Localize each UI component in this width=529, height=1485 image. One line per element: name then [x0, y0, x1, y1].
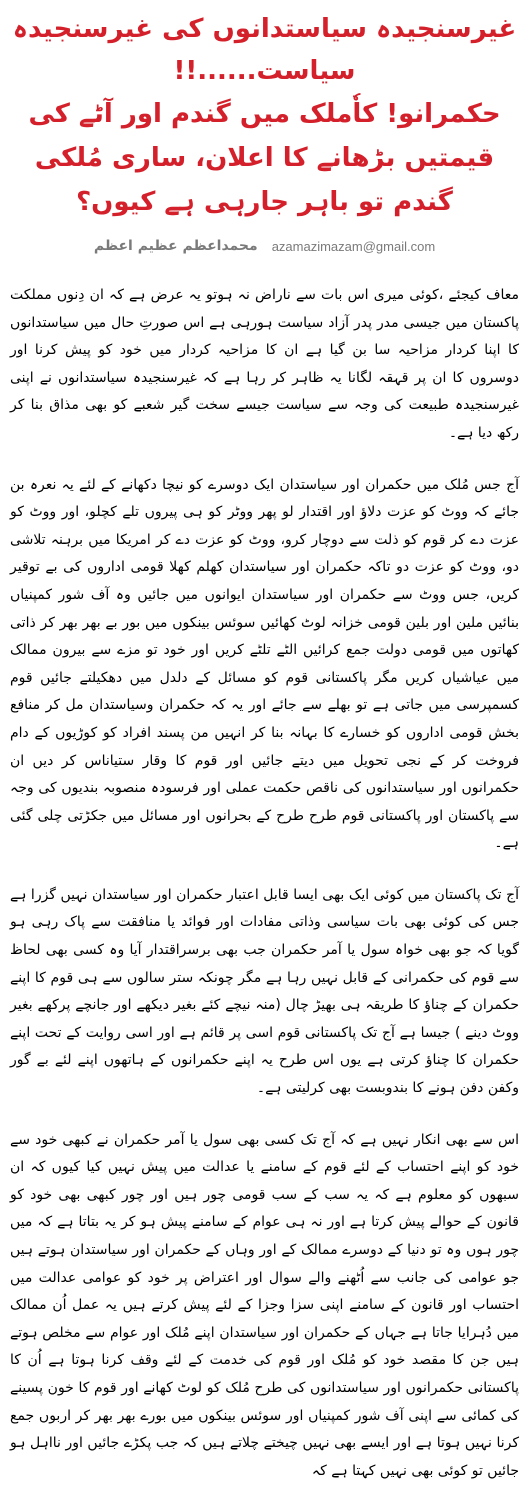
article-body [0, 260, 529, 1485]
author-email[interactable]: azamazimazam@gmail.com [271, 238, 436, 254]
paragraph: معاف کیجئے ،کوئی میری اس بات سے ناراض نہ ہوتو یہ عرض ہے کہ ان دِنوں مملکت پاکستان میں جیسی مدر پدر آزاد سیاست ہورہی ہے اس صورتِ حال میں سیاستدانوں کا اپنا کردار مزاحیہ سا بن گیا ہے ان کا مزاحیہ کردار میں خود کو پیش کرنا اور دوسروں کا ان پر قہقہ لگانا یہ ظاہر کر رہا ہے کہ غیرسنجیدہ سیاستدانوں نے اپنی غیرسنجیدہ طبیعت کی وجہ سے سیاست جیسے سخت گیر شعبے کو بھی مذاق بنا کر رکھ دیا ہے۔ [10, 287, 519, 441]
article-header [0, 0, 529, 260]
article-title: غیرسنجیدہ سیاستدانوں کی غیرسنجیدہ سیاست......!! [12, 14, 517, 86]
paragraph: آج جس مُلک میں حکمران اور سیاستدان ایک دوسرے کو نیچا دکھانے کے لئے یہ نعرہ بن جائے کہ ووٹ کو عزت دلاؤ اور اقتدار لو پھر ووٹر کو ہی پیروں تلے کچلو، اور ووٹ کو عزت دے کر قوم کو ذلت سے دوچار کرو، ووٹ کو عزت دے کر امریکا میں برہنہ تلاشی دو، ووٹ کو عزت دو تاکہ حکمران اور سیاستدان کھلم کھلا قومی اداروں کی بے توقیر کریں، جس ووٹ سے حکمران اور سیاستدان ایوانوں میں جائیں وہ آف شور کمپنیاں بنائیں ملین اور بلین قومی خزانہ لوٹ کھائیں سوئس بینکوں میں بور بے بھر بھر کر ذاتی کھاتوں میں قومی دولت جمع کرائیں الٹے تلٹے کریں اور خود تو مزے سے بیرون ممالک میں عیاشیاں کریں مگر پاکستانی قوم کو مسائل کے دلدل میں دھکیلتے جائیں قوم کسمپرسی میں جاتی ہے تو بھلے سے جائے اور یہ کہ حکمران وسیاستدان مل کر منافع بخش قومی اداروں کو خسارے کا بہانہ بنا کر انہیں من پسند افراد کو کوڑیوں کے دام فروخت کر کے نجی تحویل میں دیتے جائیں اور قوم کا وقار ستیاناس کر دیں ان حکمرانوں اور سیاستدانوں کی ناقص حکمت عملی اور فرسودہ منصوبہ بندیوں کی وجہ سے پاکستان اور پاکستانی قوم طرح طرح کے بحرانوں اور مسائل میں جکڑتی چلی گئی ہے۔ [10, 476, 519, 852]
paragraph: اس سے بھی انکار نہیں ہے کہ آج تک کسی بھی سول یا آمر حکمران نے کبھی خود سے خود کو اپنے احتساب کے لئے قوم کے سامنے یا عدالت میں پیش نہیں کیا کیوں کہ ان سبھوں کو معلوم ہے کہ یہ سب کے سب قومی چور ہیں اور چور کبھی بھی خود کو قانون کے حوالے پیش کرتا ہے اور نہ ہی عوام کے سامنے پیش ہو کر یہ بتاتا ہے کہ میں چور ہوں وہ تو دنیا کے دوسرے ممالک کے اور وہاں کے حکمران اور سیاستدان ہوتے ہیں جو عوامی کی جانب سے اُٹھنے والے سوال اور اعتراض پر خود کو عوامی عدالت میں احتساب اور قانون کے سامنے اپنی سزا وجزا کے لئے پیش کرتے ہیں یہ عمل اُن ممالک میں دُہرایا جاتا ہے جہاں کے حکمران اور سیاستدان اپنے مُلک اور عوام سے مخلص ہوتے ہیں جن کا مقصد خود کو مُلک اور قوم کی خدمت کے لئے وقف کرنا ہوتا ہے اُن کا پاکستانی حکمرانوں اور سیاستدانوں کی طرح مُلک کو لوٹ کھانے اور قوم کا خون پسینے کی کمائی سے اپنی آف شور کمپنیاں اور سوئس بینکوں میں بورے بھر بھر کر اربوں جمع کرنا نہیں ہوتا ہے اور ایسے بھی نہیں چیختے چلاتے ہیں کہ جب پکڑے جائیں اور نااہل ہو جائیں تو کوئی بھی نہیں کہتا ہے کہ [10, 1131, 519, 1479]
byline [10, 232, 519, 260]
author-name: محمداعظم عظیم اعظم [93, 238, 258, 254]
paragraph: آج تک پاکستان میں کوئی ایک بھی ایسا قابل اعتبار حکمران اور سیاستدان نہیں گزرا ہے جس کی کوئی بھی بات سیاسی وذاتی مفادات اور فوائد یا منافقت سے پاک رہی ہو گویا کہ جو بھی خواہ سول یا آمر حکمران جب بھی برسراقتدار آیا وہ کسی بھی لحاظ سے قوم کی حکمرانی کے قابل نہیں رہا ہے مگر چونکہ ستر سالوں سے ہی قوم کا اپنے حکمران کے چناؤ کا طریقہ ہی بھیڑ چال (منہ نیچے کئے بغیر دیکھے اور جانچے پرکھے بغیر ووٹ دینے ) جیسا ہے آج تک پاکستانی قوم اسی پر قائم ہے اور اسی روایت کے تحت اپنے حکمران کا چناؤ کرتی ہے یوں اس طرح یہ اپنے حکمرانوں کے ہاتھوں اپنے لئے بے گور وکفن دفن ہونے کا بندوبست بھی کرلیتی ہے۔ [10, 886, 519, 1097]
article-subtitle: حکمرانو! کاٗملک میں گندم اور آٹے کی قیمتیں بڑھانے کا اعلان، ساری مُلکی گندم تو باہر جارہی ہے کیوں؟ [28, 99, 501, 217]
